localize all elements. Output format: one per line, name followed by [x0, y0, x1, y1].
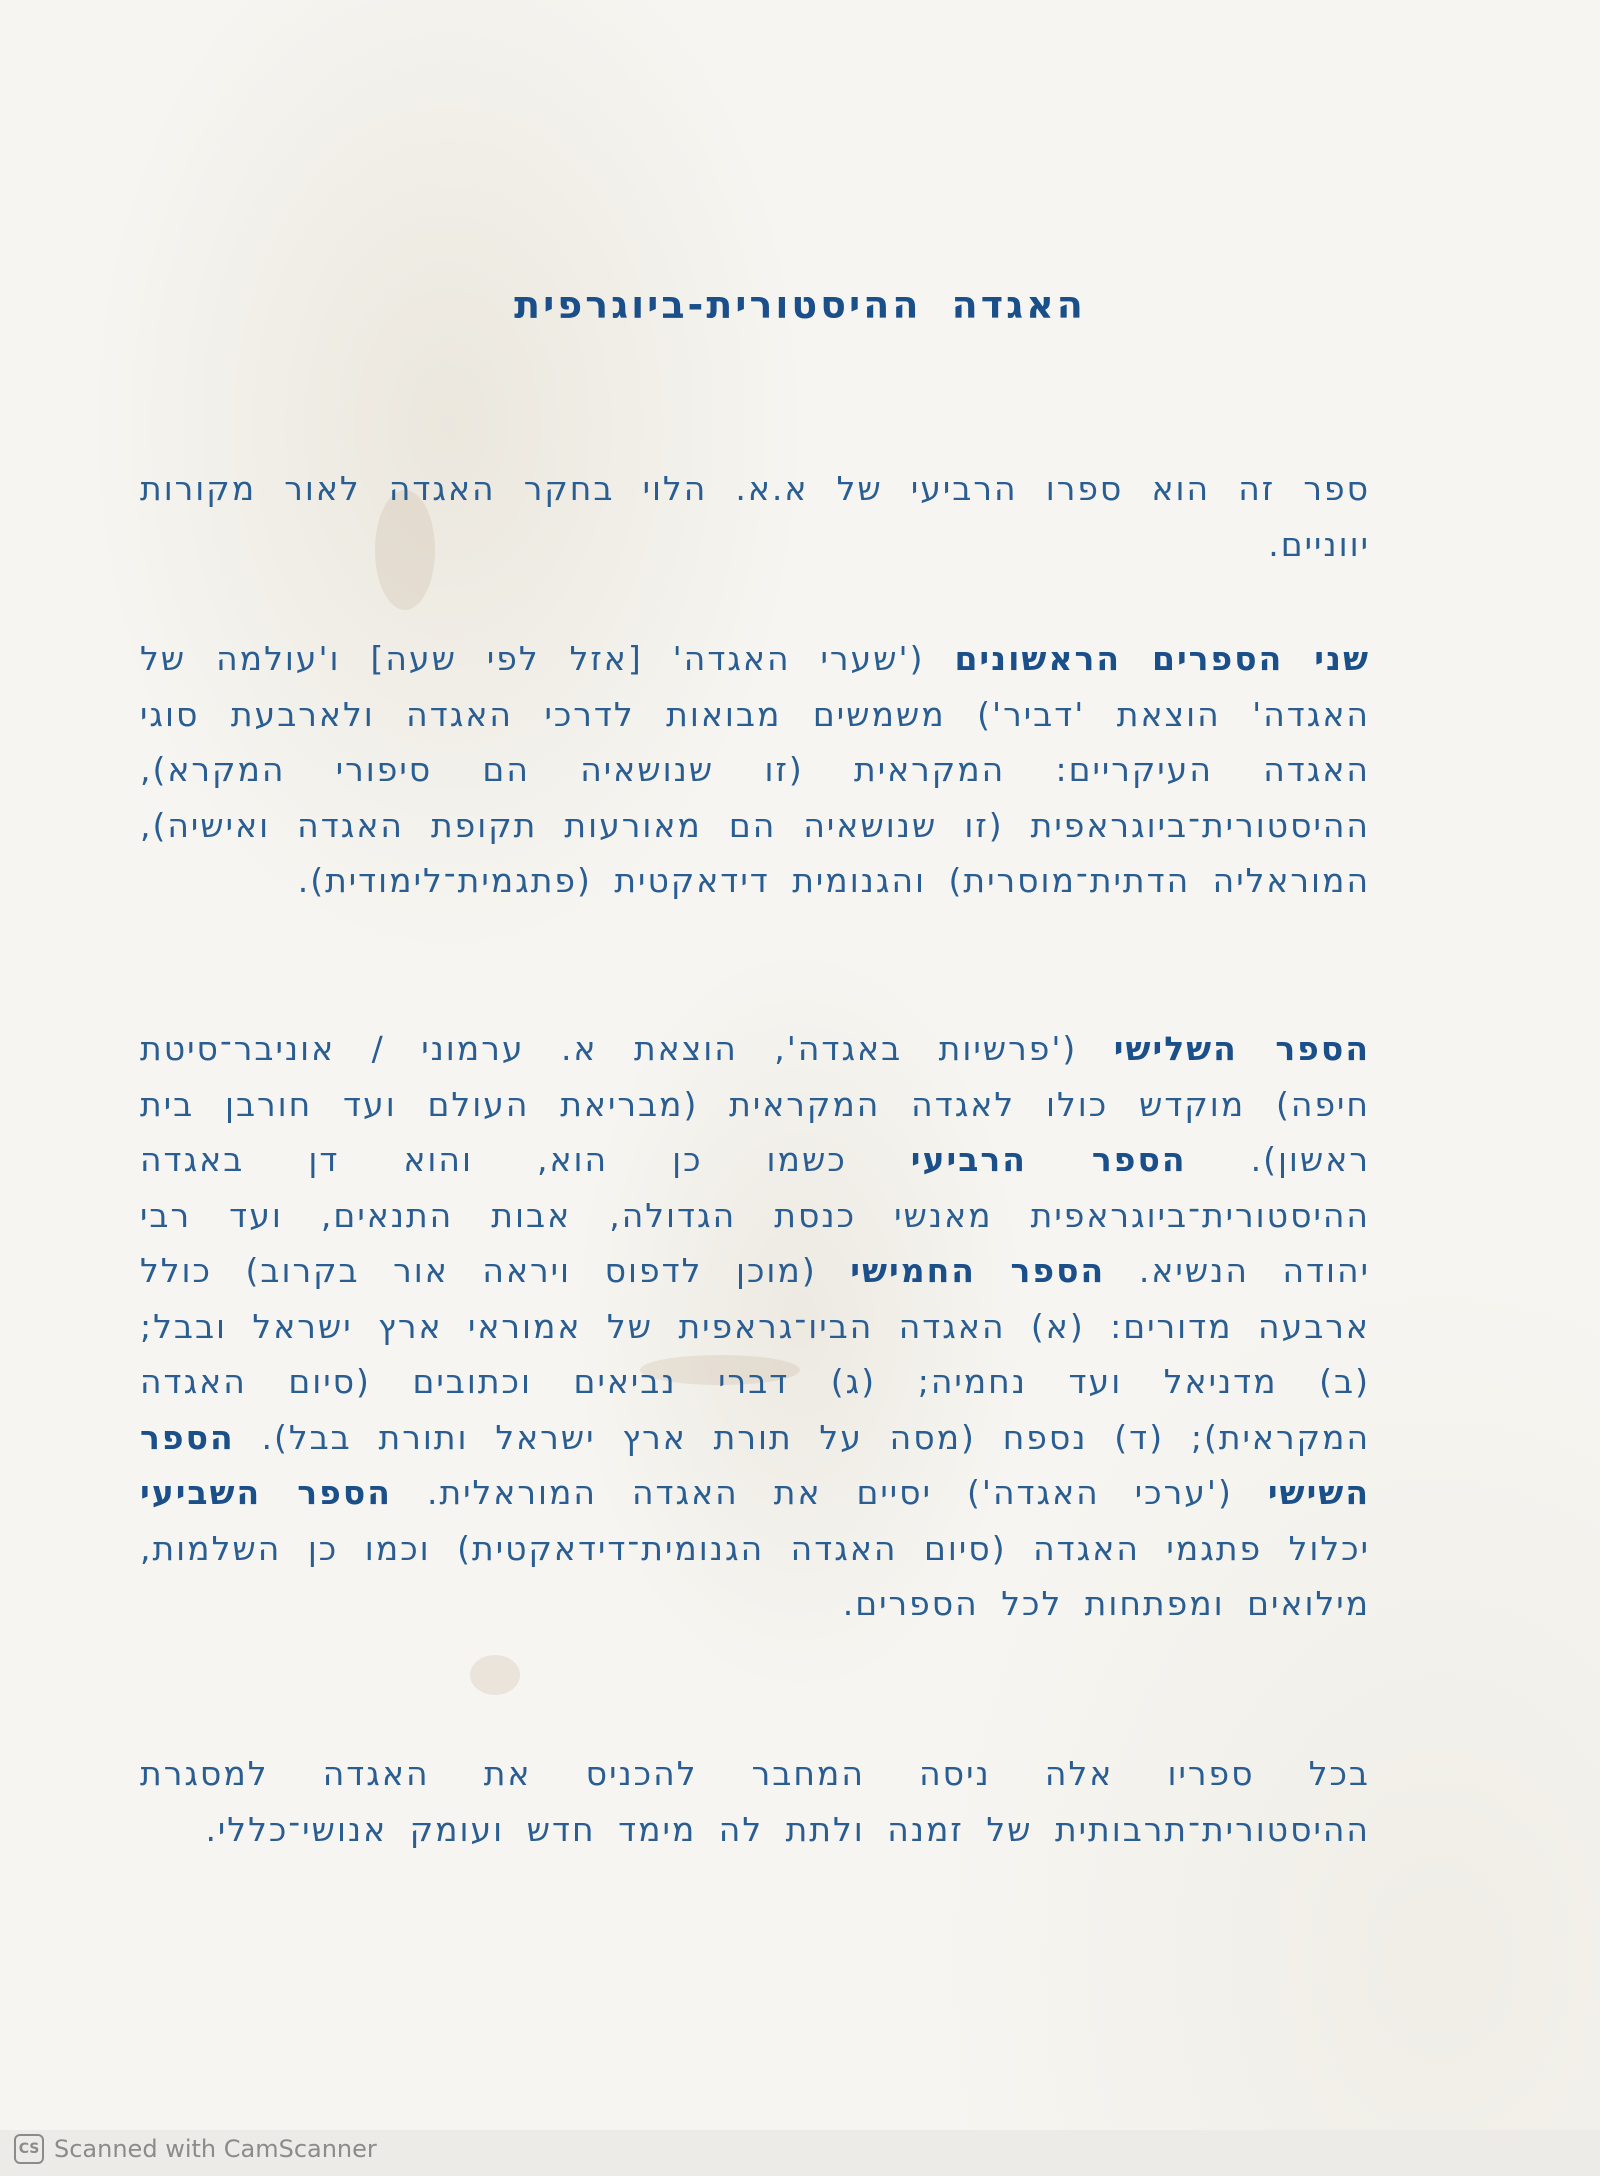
paragraph-text: ('שערי האגדה' [אזל לפי שעה] ו'עולמה של האגדה' הוצאת 'דביר') משמשים מבואות לדרכי האגדה ולארבעת סוגי האגדה העיקריים: המקראית (זו שנושאיה הם סיפורי המקרא), ההיסטורית־ביוגראפית (זו שנושאיה הם מאורעות תקופת האגדה ואישיה), המוראליה הדתית־מוסרית) והגנומית דידאקטית (פתגמית־לימודית). [140, 639, 1370, 900]
scanner-watermark-text: Scanned with CamScanner [54, 2135, 377, 2163]
paragraph-later-books [140, 1021, 1370, 1632]
paragraph-conclusion [140, 1746, 1370, 1857]
book-heading: הספר הרביעי [910, 1140, 1187, 1179]
paragraph-text: יכלול פתגמי האגדה (סיום האגדה הגנומית־דידאקטית) וכמו כן השלמות, מילואים ומפתחות לכל הספרים. [140, 1528, 1370, 1623]
book-heading: הספר השישי [140, 1417, 1370, 1512]
book-heading: שני הספרים הראשונים [954, 639, 1370, 678]
book-heading: הספר החמישי [850, 1251, 1106, 1290]
paragraph-text: בכל ספריו אלה ניסה המחבר להכניס את האגדה למסגרת ההיסטורית־תרבותית של זמנה ולתת לה מימד חדש ועומק אנושי־כללי. [140, 1754, 1370, 1849]
paragraph-text: ספר זה הוא ספרו הרביעי של א.א. הלוי בחקר האגדה לאור מקורות יווניים. [140, 469, 1370, 564]
camscanner-logo-icon: CS [14, 2134, 44, 2164]
book-heading: הספר השביעי [140, 1473, 392, 1512]
paragraph-intro [140, 461, 1370, 572]
paragraph-text: ('פרשיות באגדה', הוצאת א. ערמוני / אוניבר־סיטת חיפה) מוקדש כולו לאגדה המקראית (מבריאת העולם ועד חורבן בית ראשון). [140, 1029, 1370, 1179]
paper-stain [470, 1655, 520, 1695]
book-heading: הספר השלישי [1113, 1029, 1370, 1068]
paragraph-first-books [140, 631, 1370, 909]
paragraph-text: (מוכן לדפוס ויראה אור בקרוב) כולל ארבעה מדורים: (א) האגדה הביו־גראפית של אמוראי ארץ ישראל ובבל; (ב) מדניאל ועד נחמיה; (ג) דברי נביאים וכתובים (סיום האגדה המקראית); (ד) נספח (מסה על תורת ארץ ישראל ותורת בבל). [140, 1251, 1370, 1457]
paragraph-text: כשמו כן הוא, והוא דן באגדה ההיסטורית־ביוגראפית מאנשי כנסת הגדולה, אבות התנאים, ועד רבי יהודה הנשיא. [140, 1140, 1370, 1290]
page-title: האגדה ההיסטורית-ביוגרפית [514, 283, 1086, 328]
paragraph-text: ('ערכי האגדה') יסיים את האגדה המוראלית. [391, 1473, 1268, 1512]
